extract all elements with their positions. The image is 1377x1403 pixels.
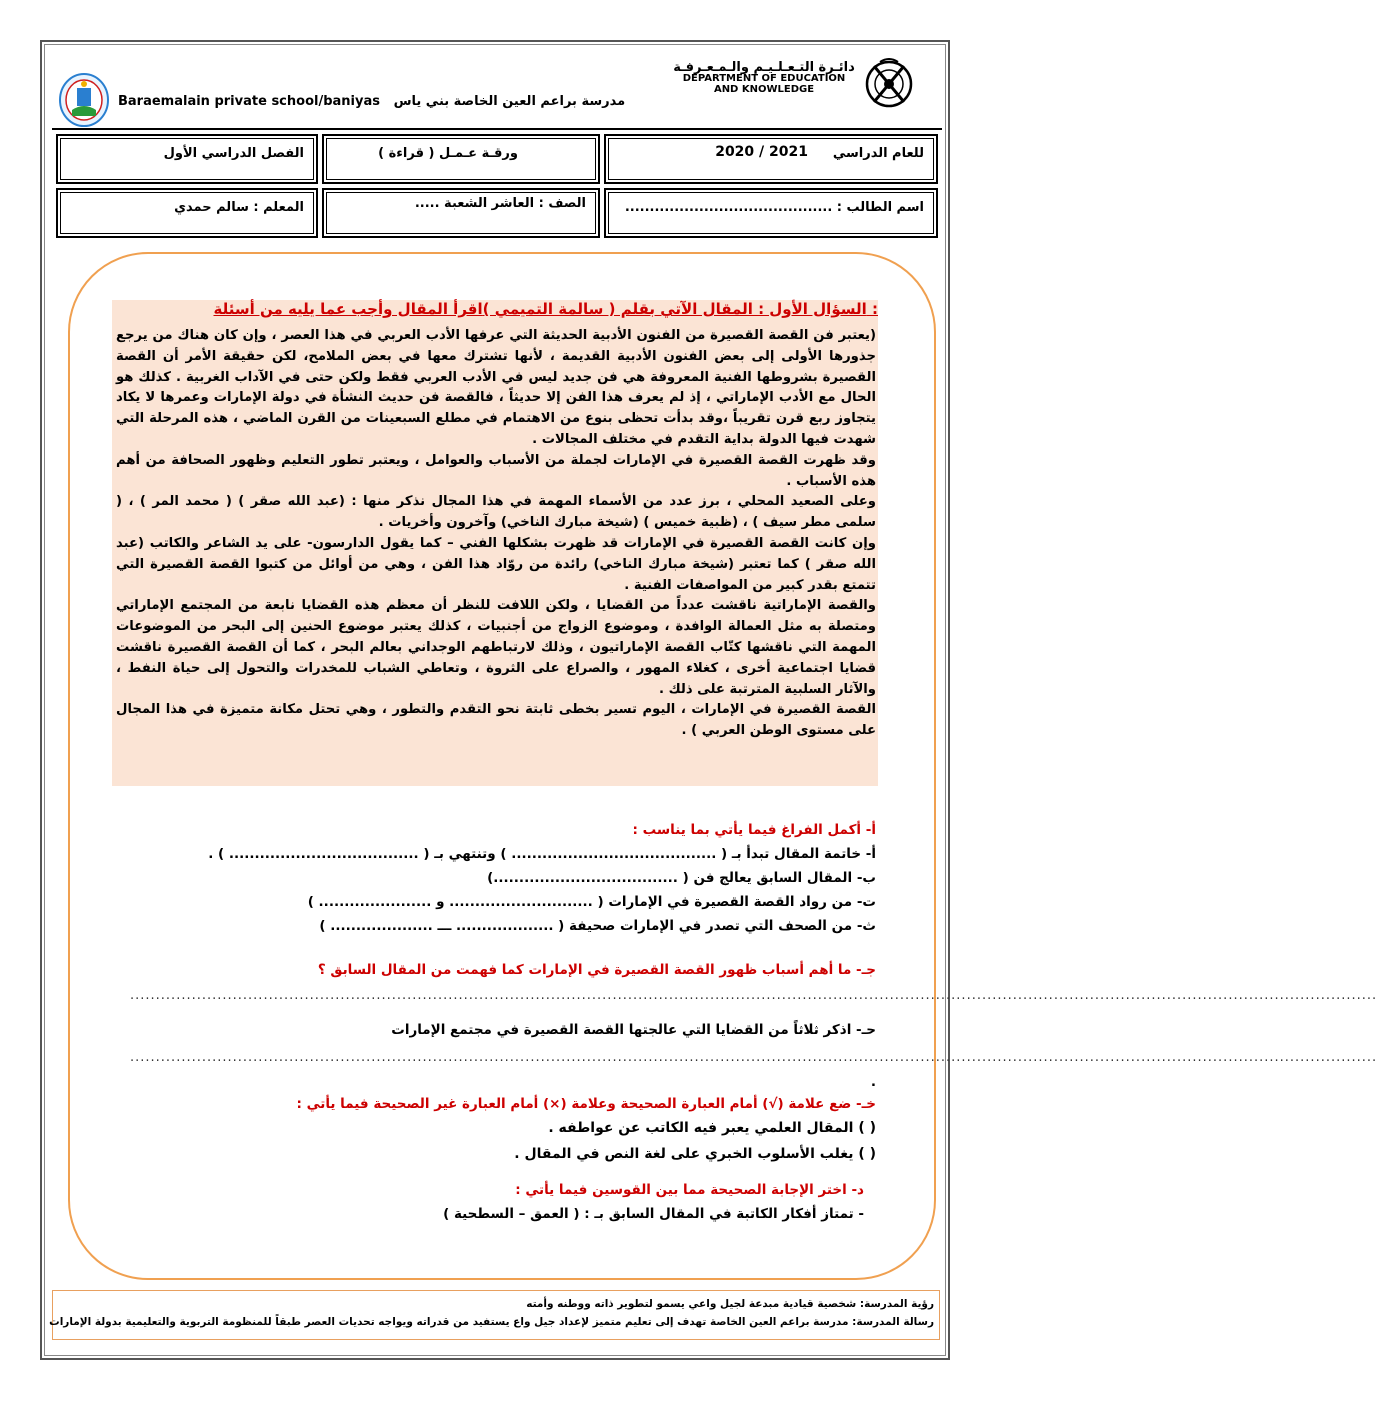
answer-line-end: . — [870, 1074, 876, 1090]
answer-line[interactable]: ................................................................................................................................................................................................................................................... — [130, 988, 1377, 1003]
year-box — [604, 134, 938, 184]
fill-blank-item[interactable]: ب- المقال السابق يعالج فن ( ....................................) — [487, 870, 876, 886]
school-mission: رسالة المدرسة: مدرسة براعم العين الخاصة تهدف إلى تعليم متميز لإعداد جيل واع يستفيد من قدراته ويواجه تحديات العصر طبقاً للمنظومة التربوية والتعليمية بدولة الإمارات — [49, 1316, 934, 1328]
passage-paragraph: وإن كانت القصة القصيرة في الإمارات قد ظهرت بشكلها الفني – كما يقول الدارسون- على يد الشاعر والكاتب (عبد الله صقر ) كما تعتبر (شيخة مبارك الناخي) رائدة من روّاد هذا الفن ، وهي من أوائل من كتبوا القصة القصيرة التي تتمتع بقدر كبير من المواصفات الفنية . — [116, 535, 876, 593]
section-kh-title: خـ- ضع علامة (√) أمام العبارة الصحيحة وعلامة (×) أمام العبارة غير الصحيحة فيما يأتي : — [296, 1096, 876, 1112]
section-j-question: جـ- ما أهم أسباب ظهور القصة القصيرة في الإمارات كما فهمت من المقال السابق ؟ — [317, 962, 876, 978]
true-false-item[interactable]: ( ) المقال العلمي يعبر فيه الكاتب عن عواطفه . — [548, 1120, 876, 1136]
teacher-label: المعلم : سالم حمدي — [174, 200, 304, 215]
grade-box — [322, 188, 600, 238]
school-name-ar: مدرسة براعم العين الخاصة بني ياس — [393, 94, 626, 109]
header-divider — [52, 128, 942, 130]
passage-paragraph: والقصة الإماراتية ناقشت عدداً من القضايا ، ولكن اللافت للنظر أن معظم هذه القضايا نابعة من المجتمع الإماراتي ومتصلة به مثل العمالة الوافدة ، وموضوع الزواج من أجنبيات ، كذلك يعتبر موضوع الحنين إلى البحر من الموضوعات المهمة التي ناقشها كتّاب القصة الإماراتيون ، وذلك لارتباطهم الوجداني بعالم البحر ، كما أن القصة القصيرة ناقشت قضايا اجتماعية أخرى ، كغلاء المهور ، والصراع على الثروة ، وتعاطي الشباب للمخدرات والتحول إلى حياة النفط ، والآثار السلبية المترتبة على ذلك . — [116, 598, 876, 697]
reading-passage — [116, 326, 876, 742]
section-a-title: أ- أكمل الفراغ فيما يأتي بما يناسب : — [632, 822, 876, 838]
passage-paragraph: (يعتبر فن القصة القصيرة من الفنون الأدبية الحديثة التي عرفها الأدب العربي في هذا العصر ، وإن كان هناك من يرجع جذورها الأولى إلى بعض الفنون الأدبية القديمة ، لأنها تشترك معها في بعض الملامح، لكن حقيقة الأمر أن القصة القصيرة بشروطها الفنية المعروفة هي فن جديد ليس في الأدب العربي فقط ولكن حتى في الآداب الغربية . كذلك هو الحال مع الأدب الإماراتي ، إذ لم يعرف هذا الفن إلا حديثاً ، فالقصة فن حديث النشأة في دولة الإمارات وعمرها لا يكاد يتجاوز ربع قرن تقريباً ،وقد بدأت تحظى بنوع من الاهتمام في مطلع السبعينات من القرن الماضي ، هذه المرحلة التي شهدت فيها الدولة بداية التقدم في مختلف المجالات . — [116, 328, 876, 447]
question-1-title-suffix: اقرأ المقال وأجب عما يليه من أسئلة : — [213, 300, 878, 318]
fill-blank-item[interactable]: ث- من الصحف التي تصدر في الإمارات صحيفة ( ................... ـــ .................... ) — [319, 918, 876, 934]
school-vision: رؤية المدرسة: شخصية قيادية مبدعة لجيل واعي يسمو لتطوير ذاته ووطنه وأمته — [526, 1298, 934, 1310]
department-name-ar: دائـرة التـعـلـيـم والـمـعـرفـة — [673, 60, 855, 75]
multiple-choice-item[interactable]: - تمتاز أفكار الكاتبة في المقال السابق بـ : ( العمق – السطحية ) — [443, 1206, 864, 1222]
fill-blank-item[interactable]: ت- من رواد القصة القصيرة في الإمارات ( ............................ و ...................... ) — [307, 894, 876, 910]
section-h-question: حـ- اذكر ثلاثاً من القضايا التي عالجتها القصة القصيرة في مجتمع الإمارات — [391, 1022, 876, 1038]
department-name — [664, 62, 864, 95]
passage-paragraph: وعلى الصعيد المحلي ، برز عدد من الأسماء المهمة في هذا المجال نذكر منها : (عبد الله صقر ) ( محمد المر ) ، ( سلمى مطر سيف ) ، (ظبية خميس ) (شيخة مبارك الناخي) وآخرون وأخريات . — [116, 494, 876, 531]
grade-label: الصف : العاشر الشعبة ..... — [414, 196, 586, 211]
true-false-item[interactable]: ( ) يغلب الأسلوب الخبري على لغة النص في المقال . — [514, 1146, 876, 1162]
semester-label: الفصل الدراسي الأول — [163, 146, 304, 161]
answer-line[interactable]: ................................................................................................................................................................................................................................................... — [130, 1050, 1377, 1065]
question-1-title-prefix: السؤال الأول : المقال الآتي بقلم ( سالمة التميمي ) — [482, 300, 867, 318]
school-name-en: Baraemalain private school/baniyas — [118, 94, 380, 109]
fill-blank-item[interactable]: أ- خاتمة المقال تبدأ بـ ( ........................................ ) وتنتهي بـ ( ..................................... ) . — [208, 846, 876, 862]
student-name-field[interactable]: اسم الطالب : .......................................... — [624, 200, 924, 215]
passage-paragraph: القصة القصيرة في الإمارات ، اليوم تسير بخطى ثابتة نحو التقدم والتطور ، وهي تحتل مكانة متميزة في هذا المجال على مستوى الوطن العربي ) . — [116, 702, 876, 739]
semester-box — [56, 134, 318, 184]
uae-emblem-icon — [860, 54, 918, 112]
question-1-title — [213, 300, 878, 318]
passage-paragraph: وقد ظهرت القصة القصيرة في الإمارات لجملة من الأسباب والعوامل ، ويعتبر تطور التعليم وظهور الصحافة من أهم هذه الأسباب . — [116, 452, 876, 489]
department-name-en: DEPARTMENT OF EDUCATION — [682, 73, 846, 84]
school-logo-icon — [58, 72, 110, 128]
school-name — [118, 94, 625, 109]
worksheet-label: ورقـة عـمـل ( قراءة ) — [378, 146, 518, 161]
department-name-en-2: AND KNOWLEDGE — [713, 84, 815, 95]
worksheet-box — [322, 134, 600, 184]
year-value: 2020 / 2021 — [715, 144, 808, 160]
year-label: للعام الدراسي — [832, 146, 924, 161]
student-name-box[interactable] — [604, 188, 938, 238]
section-d-title: د- اختر الإجابة الصحيحة مما بين القوسين فيما يأتي : — [515, 1182, 864, 1198]
teacher-box — [56, 188, 318, 238]
